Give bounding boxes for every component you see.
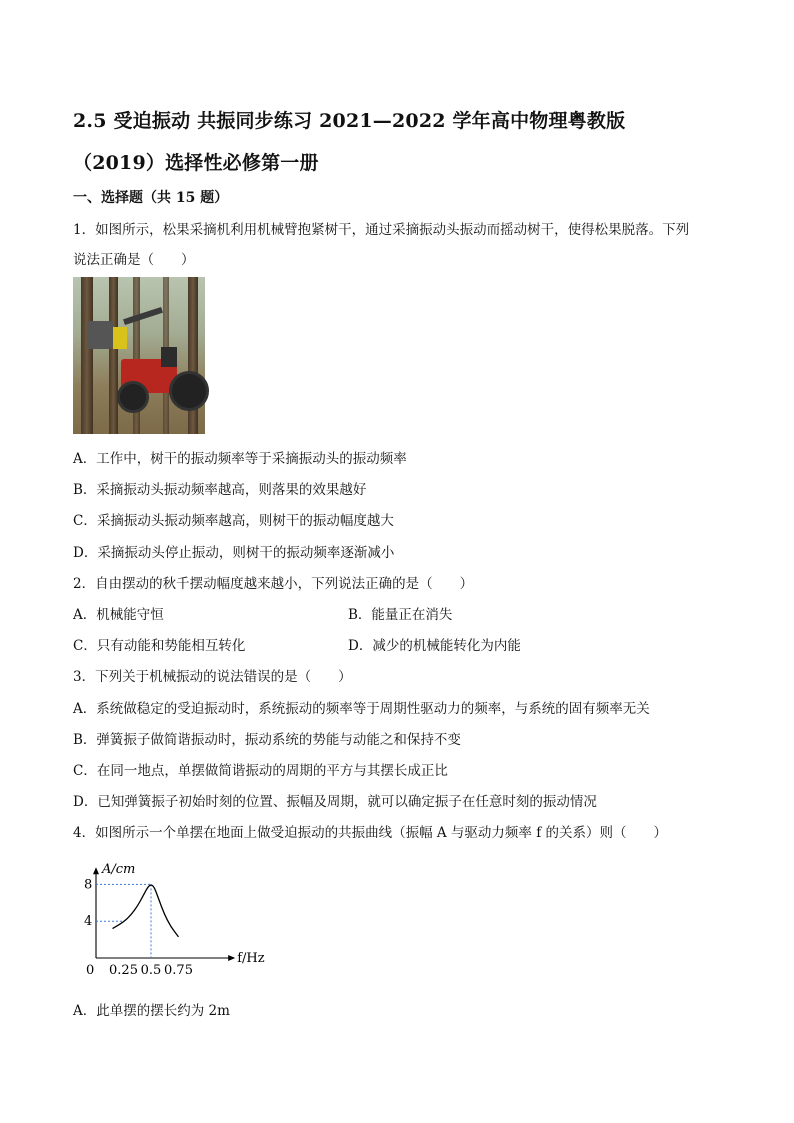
q2-option-c: C．只有动能和势能相互转化 <box>73 638 246 654</box>
pine-cone-harvester-photo <box>73 277 205 434</box>
resonance-curve <box>113 885 179 937</box>
q3-option-c: C．在同一地点，单摆做简谐振动的周期的平方与其摆长成正比 <box>73 763 448 779</box>
page-title-line2: （2019）选择性必修第一册 <box>73 152 319 174</box>
x-axis-label: f/Hz <box>237 951 265 966</box>
x-tick-label: 0.25 <box>109 963 138 978</box>
q3-option-a: A．系统做稳定的受迫振动时，系统振动的频率等于周期性驱动力的频率，与系统的固有频率无关 <box>73 701 650 717</box>
q3-option-d: D．已知弹簧振子初始时刻的位置、振幅及周期，就可以确定振子在任意时刻的振动情况 <box>73 794 597 810</box>
q1-option-c: C．采摘振动头振动频率越高，则树干的振动幅度越大 <box>73 513 394 529</box>
q2-stem: 2．自由摆动的秋千摆动幅度越来越小，下列说法正确的是（ ） <box>73 576 474 592</box>
y-axis-arrow <box>93 867 99 874</box>
q3-stem: 3．下列关于机械振动的说法错误的是（ ） <box>73 669 352 685</box>
q1-option-d: D．采摘振动头停止振动，则树干的振动频率逐渐减小 <box>73 545 395 561</box>
y-tick-label: 4 <box>84 914 93 930</box>
resonance-curve-chart <box>70 848 265 980</box>
q4-option-a: A．此单摆的摆长约为 2m <box>73 1003 230 1019</box>
q1-option-a: A．工作中，树干的振动频率等于采摘振动头的振动频率 <box>73 451 407 467</box>
q1-option-b: B．采摘振动头振动频率越高，则落果的效果越好 <box>73 482 367 498</box>
q3-option-b: B．弹簧振子做简谐振动时，振动系统的势能与动能之和保持不变 <box>73 732 461 748</box>
x-tick-label: 0.75 <box>164 963 193 978</box>
q1-stem-line1: 1．如图所示，松果采摘机利用机械臂抱紧树干，通过采摘振动头振动而摇动树干，使得松果脱落。下列 <box>73 222 690 238</box>
origin-label: 0 <box>86 963 95 978</box>
q2-option-d: D．减少的机械能转化为内能 <box>348 638 521 654</box>
q4-stem: 4．如图所示一个单摆在地面上做受迫振动的共振曲线（振幅 A 与驱动力频率 f 的关系）则（ ） <box>73 825 667 841</box>
q1-stem-line2: 说法正确是（ ） <box>73 252 195 268</box>
y-axis-label: A/cm <box>102 862 136 878</box>
x-tick-label: 0.5 <box>140 963 162 978</box>
y-tick-label: 8 <box>84 877 93 893</box>
page-title-line1: 2.5 受迫振动 共振同步练习 2021—2022 学年高中物理粤教版 <box>73 110 626 132</box>
x-axis-arrow <box>228 955 235 961</box>
q2-option-b: B．能量正在消失 <box>348 607 453 623</box>
q2-option-a: A．机械能守恒 <box>73 607 164 623</box>
section-heading: 一、选择题（共 15 题） <box>73 190 229 206</box>
